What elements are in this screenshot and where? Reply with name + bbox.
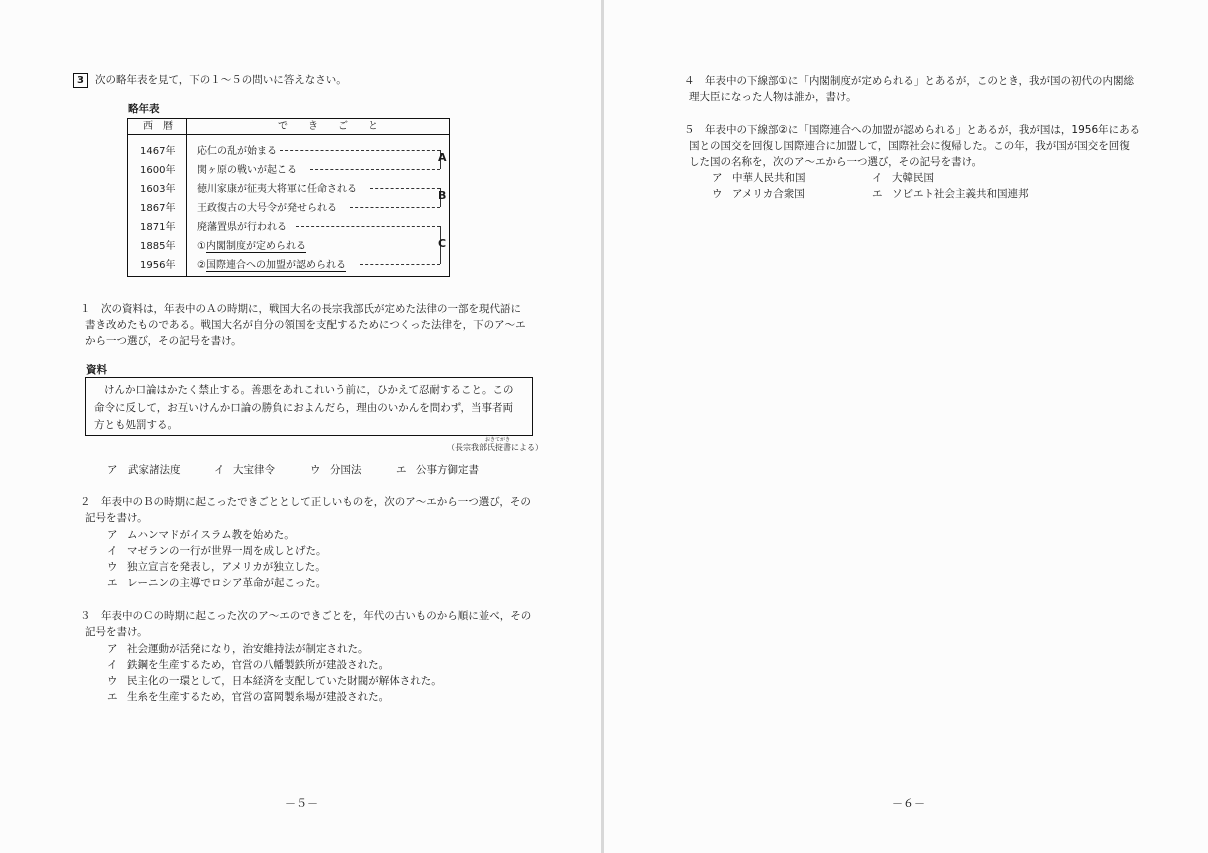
- circle-number-1: ①: [197, 241, 206, 252]
- choice-text: ムハンマドがイスラム教を始めた。: [127, 529, 295, 541]
- q5-text-line: した国の名称を，次のア～エから一つ選び，その記号を書け。: [689, 156, 983, 168]
- q1-text-line: から一つ選び，その記号を書け。: [85, 335, 242, 347]
- timeline-year: 1871年: [140, 222, 176, 233]
- choice-key: ウ: [712, 188, 723, 200]
- choice-key: イ: [214, 464, 225, 476]
- choice-text: 独立宣言を発表し，アメリカが独立した。: [127, 561, 326, 573]
- choice-text: 武家諸法度: [128, 464, 181, 476]
- question-prompt: 次の略年表を見て，下の１～５の問いに答えなさい。: [95, 74, 347, 86]
- leader-line: [360, 264, 440, 265]
- timeline-event: 徳川家康が征夷大将軍に任命される: [197, 184, 357, 195]
- timeline-event: 関ヶ原の戦いが起こる: [197, 165, 297, 176]
- choice-text: 大韓民国: [892, 172, 934, 184]
- choice-key: ア: [712, 172, 723, 184]
- choice-key: エ: [107, 577, 118, 589]
- timeline-header-event: で き ご と: [278, 121, 378, 132]
- choice-text: レーニンの主導でロシア革命が起こった。: [127, 577, 327, 589]
- choice-key: エ: [107, 691, 118, 703]
- timeline-year: 1956年: [140, 260, 176, 271]
- choice-key: ウ: [310, 464, 321, 476]
- choice-text: 生糸を生産するため，官営の富岡製糸場が建設された。: [127, 691, 390, 703]
- timeline-year: 1603年: [140, 184, 176, 195]
- ruby-text: おきてがき: [485, 437, 511, 443]
- choice-key: ア: [107, 529, 118, 541]
- choice-text: 民主化の一環として，日本経済を支配していた財閥が解体された。: [127, 675, 442, 687]
- q3-text-line: 記号を書け。: [85, 626, 148, 638]
- underlined-event: 内閣制度が定められる: [205, 241, 306, 252]
- timeline-header-divider: [128, 134, 449, 135]
- page-number: －５－: [285, 797, 318, 810]
- underlined-event: 国際連合への加盟が認められる: [205, 260, 346, 271]
- source-label: 資料: [86, 364, 107, 376]
- q1-text-line: 書き改めたものである。戦国大名が自分の領国を支配するためにつくった法律を，下のア～エ: [85, 319, 526, 331]
- choice-text: 鉄鋼を生産するため，官営の八幡製鉄所が建設された。: [127, 659, 390, 671]
- choice-key: イ: [107, 545, 118, 557]
- q5-text-line: ５ 年表中の下線部②に「国際連合への加盟が認められる」とあるが，我が国は，1956年にある: [684, 124, 1141, 136]
- choice-text: 社会運動が活発になり，治安維持法が制定された。: [127, 643, 369, 655]
- q4-text-line: ４ 年表中の下線部①に「内閣制度が定められる」とあるが，このとき，我が国の初代の内閣総: [684, 75, 1134, 87]
- timeline-event-underlined: [197, 256, 346, 271]
- segment-label-c: C: [438, 237, 447, 250]
- source-box: [85, 377, 533, 436]
- choice-text: 公事方御定書: [416, 464, 479, 476]
- timeline-year: 1467年: [140, 146, 176, 157]
- choice-text: アメリカ合衆国: [732, 188, 805, 200]
- choice-text: 中華人民共和国: [732, 172, 806, 184]
- source-line: 命令に反して，お互いけんか口論の勝負におよんだら，理由のいかんを問わず，当事者両: [94, 402, 513, 414]
- timeline-event-underlined: [197, 237, 306, 252]
- choice-key: ウ: [107, 675, 118, 687]
- choice-text: 大宝律令: [233, 464, 275, 476]
- leader-line: [296, 226, 440, 227]
- leader-line: [310, 169, 440, 170]
- choice-key: エ: [396, 464, 407, 476]
- timeline-event: 応仁の乱が始まる: [197, 146, 277, 157]
- choice-key: ウ: [107, 561, 118, 573]
- choice-key: イ: [107, 659, 118, 671]
- q2-text-line: ２ 年表中のＢの時期に起こったできごととして正しいものを，次のア～エから一つ選び，その: [80, 496, 531, 508]
- choice-key: ア: [107, 643, 118, 655]
- timeline-title: 略年表: [128, 103, 160, 115]
- page-6: [604, 0, 1208, 853]
- q3-text-line: ３ 年表中のＣの時期に起こった次のア～エのできごとを，年代の古いものから順に並べ，その: [80, 610, 532, 622]
- timeline-event: 王政復古の大号令が発せられる: [197, 203, 337, 214]
- timeline-column-divider: [186, 119, 187, 276]
- choice-text: マゼランの一行が世界一周を成しとげた。: [127, 545, 327, 557]
- segment-label-b: B: [438, 189, 447, 202]
- question-number-box: 3: [73, 73, 88, 88]
- page-number: －６－: [892, 797, 925, 810]
- source-citation: （長宗我部氏掟書による）: [447, 443, 543, 452]
- leader-line: [350, 207, 440, 208]
- q5-text-line: 国との国交を回復し国際連合に加盟して，国際社会に復帰した。この年，我が国が国交を回復: [689, 140, 1130, 152]
- page-5: [0, 0, 601, 853]
- q1-text-line: １ 次の資料は，年表中のＡの時期に，戦国大名の長宗我部氏が定めた法律の一部を現代語に: [80, 303, 521, 315]
- source-line: けんか口論はかたく禁止する。善悪をあれこれいう前に，ひかえて忍耐すること。この: [104, 384, 514, 396]
- choice-key: ア: [107, 464, 118, 476]
- source-line: 方とも処罰する。: [94, 419, 178, 431]
- choice-text: 分国法: [330, 464, 362, 476]
- q2-text-line: 記号を書け。: [85, 512, 148, 524]
- choice-key: イ: [872, 172, 883, 184]
- timeline-year: 1885年: [140, 241, 176, 252]
- circle-number-2: ②: [197, 260, 206, 271]
- timeline-year: 1600年: [140, 165, 176, 176]
- timeline-table: [127, 118, 450, 277]
- leader-line: [370, 188, 440, 189]
- q4-text-line: 理大臣になった人物は誰か，書け。: [689, 91, 857, 103]
- choice-text: ソビエト社会主義共和国連邦: [892, 188, 1029, 200]
- choice-key: エ: [872, 188, 883, 200]
- timeline-header-year: 西 暦: [143, 121, 173, 132]
- segment-label-a: A: [438, 151, 447, 164]
- timeline-event: 廃藩置県が行われる: [197, 222, 287, 233]
- leader-line: [280, 150, 440, 151]
- timeline-year: 1867年: [140, 203, 176, 214]
